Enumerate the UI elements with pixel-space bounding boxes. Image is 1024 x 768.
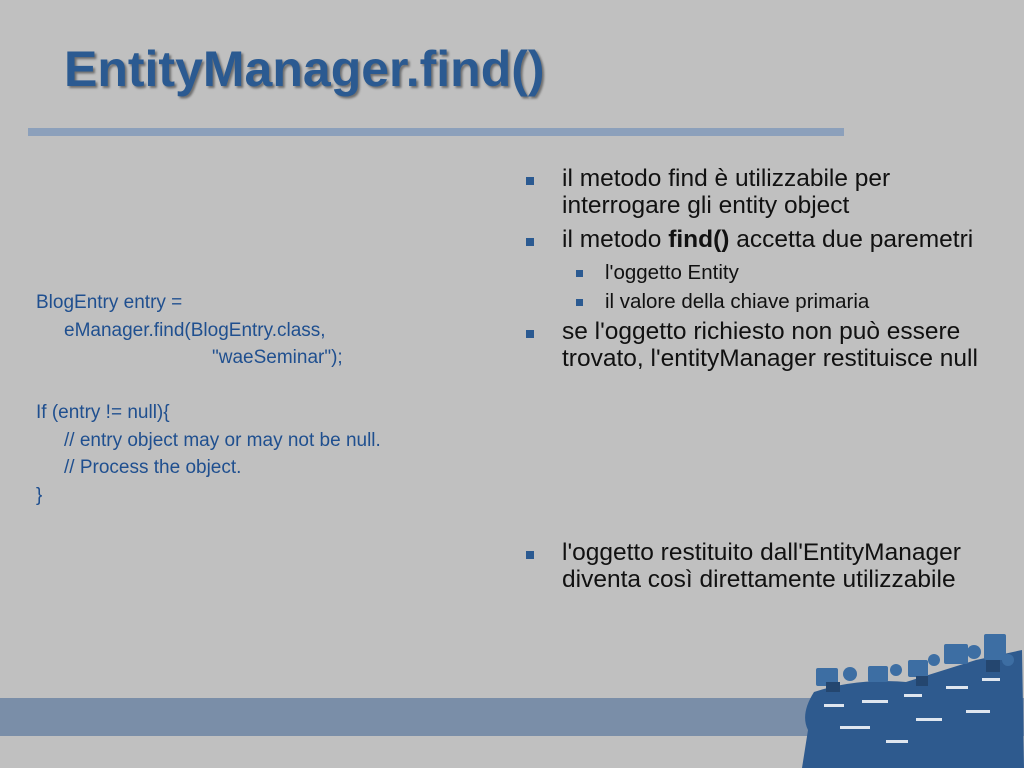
code-line-blank — [36, 372, 381, 400]
code-line: eManager.find(BlogEntry.class, — [64, 319, 326, 341]
sub-bullet-text: il valore della chiave primaria — [605, 290, 870, 313]
code-line: // entry object may or may not be null. — [64, 429, 381, 451]
bullet-text: se l'oggetto richiesto non può essere trovato, l'entityManager restituisce null — [562, 318, 978, 372]
bullet-text-bold: find() — [668, 226, 730, 253]
square-bullet-icon — [576, 270, 583, 277]
code-line: "waeSeminar"); — [212, 347, 343, 368]
sub-bullet-item — [524, 289, 994, 315]
code-line: } — [36, 484, 43, 506]
bullet-text: l'oggetto restituito dall'EntityManager diventa così direttamente utilizzabile — [562, 539, 961, 593]
sub-bullet-text: l'oggetto Entity — [605, 261, 739, 284]
bullet-text-post: accetta due paremetri — [729, 226, 974, 253]
title-underline — [28, 128, 844, 136]
code-sample — [36, 289, 381, 509]
square-bullet-icon — [526, 330, 534, 338]
bullet-text: il metodo find è utilizzabile per interrogare gli entity object — [562, 165, 891, 219]
bullet-text-pre: il metodo — [562, 226, 669, 253]
people-at-computers-illustration — [796, 630, 1024, 768]
code-line: // Process the object. — [64, 457, 242, 478]
sub-bullet-item — [524, 260, 994, 286]
square-bullet-icon — [526, 551, 534, 559]
square-bullet-icon — [526, 238, 534, 246]
bullet-item — [524, 226, 994, 253]
square-bullet-icon — [526, 177, 534, 185]
bullet-item — [524, 165, 994, 219]
bullet-item — [524, 539, 994, 593]
bullet-list — [524, 165, 994, 593]
square-bullet-icon — [576, 299, 583, 306]
code-line: If (entry != null){ — [36, 402, 170, 423]
slide-title: EntityManager.find() — [64, 41, 545, 97]
code-line: BlogEntry entry = — [36, 292, 183, 313]
bullet-item — [524, 318, 994, 372]
